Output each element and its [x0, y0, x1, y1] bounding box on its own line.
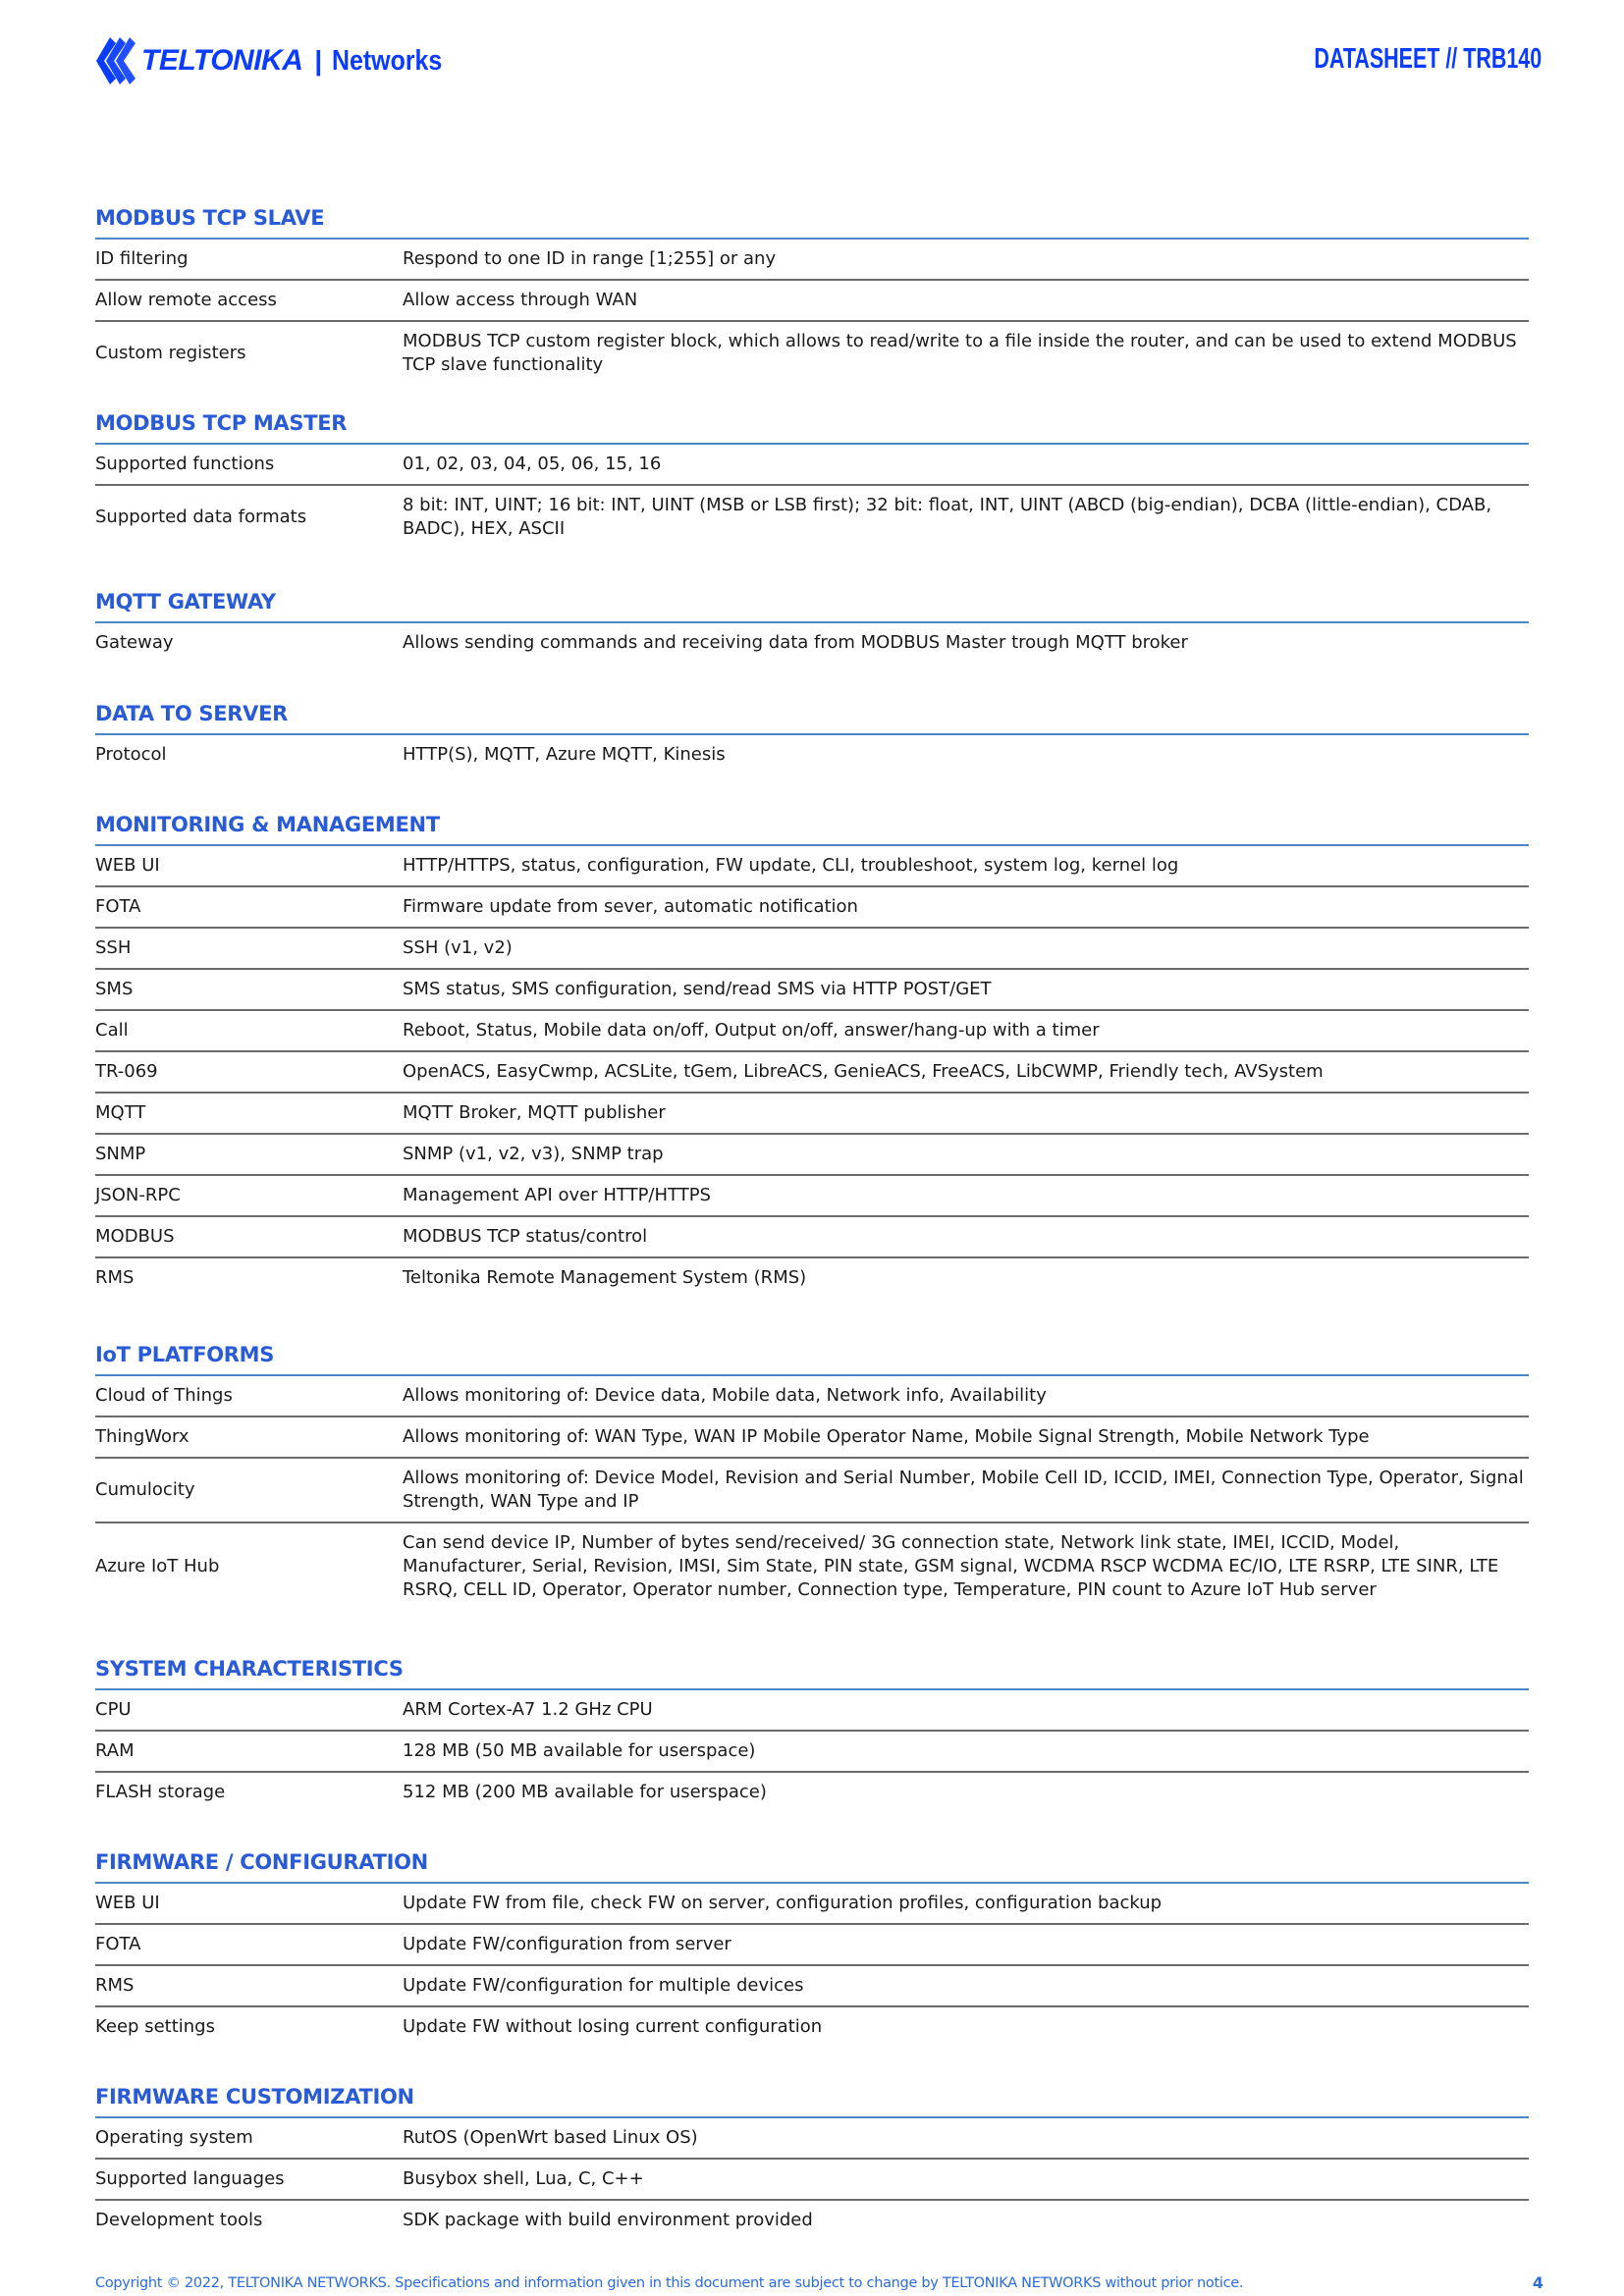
teltonika-networks-logo [94, 35, 460, 86]
spec-label: Keep settings [95, 2016, 215, 2037]
spec-label: CPU [95, 1699, 132, 1720]
logo-separator: | [314, 45, 323, 76]
spec-section [95, 1848, 1529, 2047]
spec-value: ARM Cortex-A7 1.2 GHz CPU [403, 1699, 653, 1720]
spec-row [95, 1925, 1529, 1966]
spec-section [95, 1655, 1529, 1812]
spec-label: ThingWorx [95, 1426, 189, 1447]
spec-label: ID filtering [95, 248, 189, 269]
spec-label: Allow remote access [95, 290, 277, 310]
spec-row [95, 1376, 1529, 1417]
spec-label: SMS [95, 979, 134, 999]
spec-section [95, 2083, 1529, 2240]
spec-value: Update FW/configuration for multiple devices [403, 1975, 804, 1996]
spec-value: MODBUS TCP custom register block, which allows to read/write to a file inside the router, and can be used to extend MODBUS TCP slave functionality [403, 331, 1517, 375]
spec-value: 01, 02, 03, 04, 05, 06, 15, 16 [403, 454, 662, 474]
spec-label: Azure IoT Hub [95, 1556, 220, 1576]
spec-row [95, 1966, 1529, 2007]
spec-value: Allows monitoring of: WAN Type, WAN IP Mobile Operator Name, Mobile Signal Strength, Mobile Network Type [403, 1426, 1370, 1447]
spec-row [95, 1011, 1529, 1052]
spec-value: Update FW without losing current configuration [403, 2016, 823, 2037]
spec-row [95, 1135, 1529, 1176]
spec-row [95, 735, 1529, 774]
spec-row [95, 1459, 1529, 1523]
spec-row [95, 887, 1529, 929]
spec-value: Allows monitoring of: Device data, Mobile data, Network info, Availability [403, 1385, 1047, 1406]
spec-value: SMS status, SMS configuration, send/read SMS via HTTP POST/GET [403, 979, 992, 999]
section-title: SYSTEM CHARACTERISTICS [95, 1655, 1529, 1690]
document-title: DATASHEET // TRB140 [1314, 43, 1542, 75]
section-title: FIRMWARE / CONFIGURATION [95, 1848, 1529, 1884]
spec-value: RutOS (OpenWrt based Linux OS) [403, 2127, 698, 2148]
spec-row [95, 1176, 1529, 1217]
spec-label: Supported data formats [95, 507, 307, 527]
section-title: MQTT GATEWAY [95, 588, 1529, 623]
spec-value: 128 MB (50 MB available for userspace) [403, 1740, 756, 1761]
spec-row [95, 1773, 1529, 1812]
section-title: FIRMWARE CUSTOMIZATION [95, 2083, 1529, 2118]
spec-row [95, 2007, 1529, 2047]
spec-label: SNMP [95, 1144, 146, 1164]
section-title: MODBUS TCP MASTER [95, 409, 1529, 445]
spec-value: 8 bit: INT, UINT; 16 bit: INT, UINT (MSB or LSB first); 32 bit: float, INT, UINT (ABCD (big-endian), DCBA (little-endian), CDAB, BADC), HEX, ASCII [403, 495, 1492, 539]
spec-value: HTTP(S), MQTT, Azure MQTT, Kinesis [403, 744, 726, 765]
spec-value: Update FW from file, check FW on server, configuration profiles, configuration backup [403, 1893, 1163, 1913]
logo-division: Networks [332, 44, 443, 77]
spec-row [95, 970, 1529, 1011]
spec-label: Operating system [95, 2127, 253, 2148]
spec-section [95, 588, 1529, 663]
spec-value: Can send device IP, Number of bytes send/received/ 3G connection state, Network link state, IMEI, ICCID, Model, Manufacturer, Serial, Revision, IMSI, Sim State, PIN state, GSM signal, WCDMA RSCP WCDMA EC/IO, LTE RSRP, LTE SINR, LTE RSRQ, CELL ID, Operator, Operator number, Connection type, Temperature, PIN count to Azure IoT Hub server [403, 1532, 1499, 1600]
spec-value: MODBUS TCP status/control [403, 1226, 648, 1247]
spec-row [95, 281, 1529, 322]
spec-value: Firmware update from sever, automatic notification [403, 896, 858, 917]
spec-label: FLASH storage [95, 1782, 226, 1802]
spec-row [95, 322, 1529, 385]
spec-section [95, 409, 1529, 549]
spec-label: JSON-RPC [95, 1185, 181, 1205]
spec-label: Call [95, 1020, 129, 1041]
spec-value: HTTP/HTTPS, status, configuration, FW update, CLI, troubleshoot, system log, kernel log [403, 855, 1179, 876]
spec-value: OpenACS, EasyCwmp, ACSLite, tGem, LibreACS, GenieACS, FreeACS, LibCWMP, Friendly tech, AVSystem [403, 1061, 1324, 1082]
spec-label: Custom registers [95, 343, 246, 363]
spec-row [95, 486, 1529, 549]
spec-row [95, 2201, 1529, 2240]
spec-value: Teltonika Remote Management System (RMS) [403, 1267, 807, 1288]
spec-row [95, 1417, 1529, 1459]
spec-value: SSH (v1, v2) [403, 937, 513, 958]
spec-label: WEB UI [95, 1893, 160, 1913]
section-title: MONITORING & MANAGEMENT [95, 811, 1529, 846]
spec-value: Busybox shell, Lua, C, C++ [403, 2168, 644, 2189]
spec-label: FOTA [95, 1934, 141, 1954]
spec-label: Supported functions [95, 454, 275, 474]
section-title: MODBUS TCP SLAVE [95, 204, 1529, 240]
spec-label: Supported languages [95, 2168, 285, 2189]
spec-row [95, 445, 1529, 486]
spec-value: SNMP (v1, v2, v3), SNMP trap [403, 1144, 664, 1164]
spec-section [95, 204, 1529, 385]
spec-label: WEB UI [95, 855, 160, 876]
section-title: IoT PLATFORMS [95, 1341, 1529, 1376]
footer-copyright: Copyright © 2022, TELTONIKA NETWORKS. Specifications and information given in this document are subject to change by TELTONIKA NETWORKS without prior notice. [95, 2275, 1244, 2291]
spec-value: SDK package with build environment provided [403, 2210, 813, 2230]
spec-value: Allow access through WAN [403, 290, 638, 310]
spec-label: RAM [95, 1740, 135, 1761]
spec-label: FOTA [95, 896, 141, 917]
spec-label: MODBUS [95, 1226, 175, 1247]
spec-row [95, 623, 1529, 663]
spec-row [95, 1523, 1529, 1610]
spec-label: RMS [95, 1267, 135, 1288]
spec-value: Respond to one ID in range [1;255] or any [403, 248, 777, 269]
spec-row [95, 1052, 1529, 1094]
spec-value: 512 MB (200 MB available for userspace) [403, 1782, 767, 1802]
spec-label: MQTT [95, 1102, 146, 1123]
spec-row [95, 2160, 1529, 2201]
spec-value: Allows monitoring of: Device Model, Revision and Serial Number, Mobile Cell ID, ICCID, IMEI, Connection Type, Operator, Signal Strength, WAN Type and IP [403, 1468, 1524, 1512]
spec-row [95, 1884, 1529, 1925]
spec-label: SSH [95, 937, 132, 958]
teltonika-chevron-logo-icon [94, 35, 139, 86]
spec-value: Reboot, Status, Mobile data on/off, Output on/off, answer/hang-up with a timer [403, 1020, 1100, 1041]
spec-label: Cumulocity [95, 1479, 195, 1500]
page-number: 4 [1532, 2273, 1543, 2292]
spec-label: TR-069 [95, 1061, 158, 1082]
spec-section [95, 811, 1529, 1298]
spec-label: Cloud of Things [95, 1385, 233, 1406]
section-title: DATA TO SERVER [95, 700, 1529, 735]
spec-row [95, 1690, 1529, 1732]
spec-section [95, 1341, 1529, 1610]
spec-row [95, 2118, 1529, 2160]
spec-row [95, 1094, 1529, 1135]
spec-row [95, 1217, 1529, 1258]
spec-value: MQTT Broker, MQTT publisher [403, 1102, 666, 1123]
spec-value: Management API over HTTP/HTTPS [403, 1185, 711, 1205]
spec-label: Protocol [95, 744, 167, 765]
logo-brand: TELTONIKA [141, 44, 303, 77]
spec-row [95, 929, 1529, 970]
spec-row [95, 1732, 1529, 1773]
spec-label: Development tools [95, 2210, 263, 2230]
spec-row [95, 240, 1529, 281]
spec-value: Update FW/configuration from server [403, 1934, 731, 1954]
spec-label: Gateway [95, 632, 174, 653]
spec-label: RMS [95, 1975, 135, 1996]
spec-row [95, 846, 1529, 887]
spec-value: Allows sending commands and receiving data from MODBUS Master trough MQTT broker [403, 632, 1188, 653]
spec-section [95, 700, 1529, 774]
spec-row [95, 1258, 1529, 1298]
